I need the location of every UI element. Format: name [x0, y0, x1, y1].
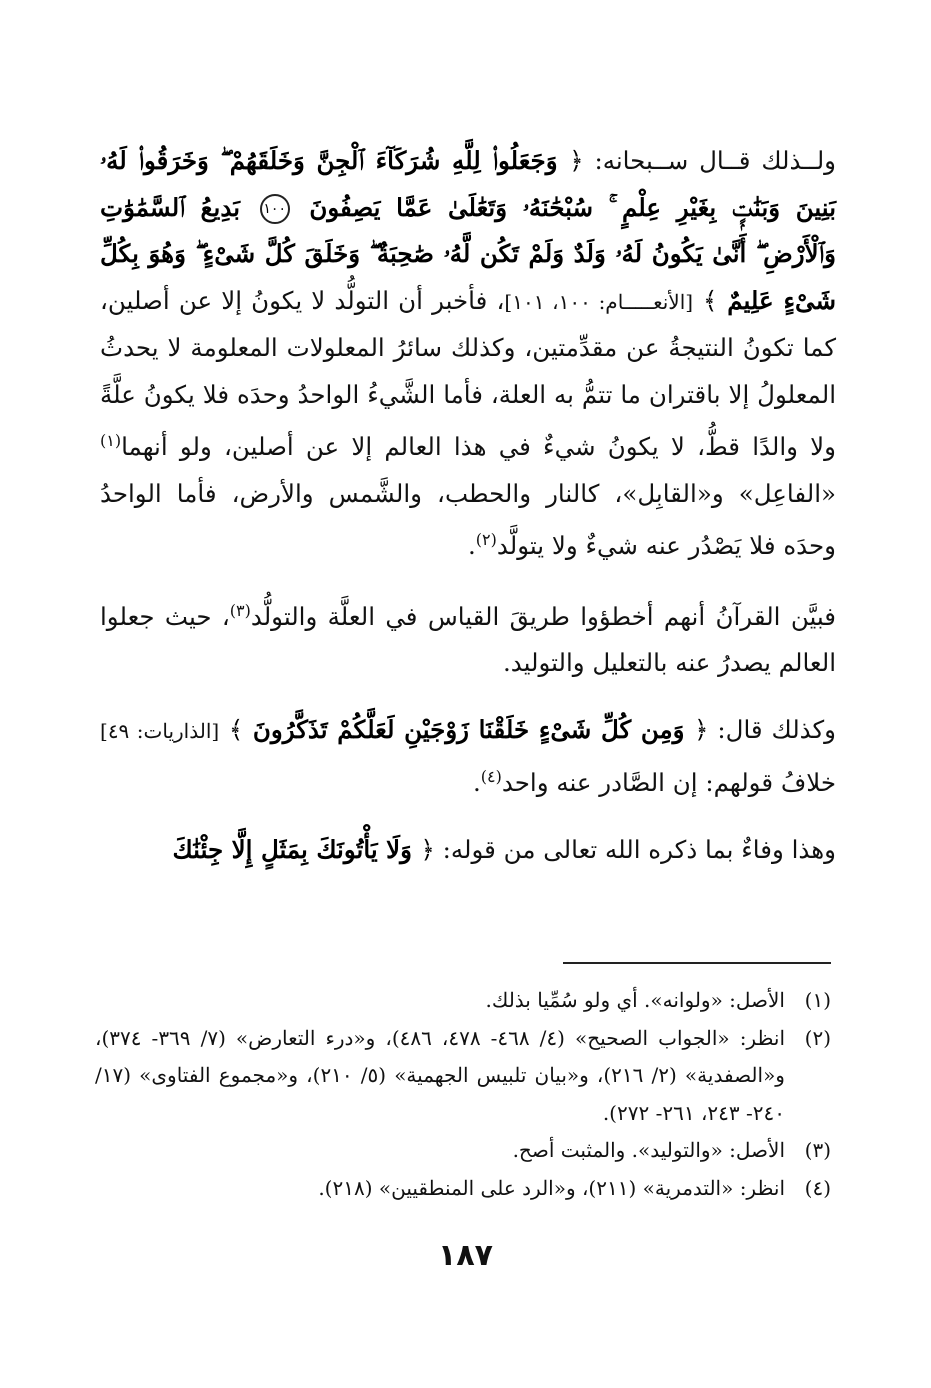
- footnote-separator: [563, 962, 831, 964]
- quran-verse-100: وَجَعَلُوا۟ لِلَّهِ شُرَكَآءَ ٱلْجِنَّ وَخَلَقَهُمْ ۖ وَخَرَقُوا۟ لَهُۥ بَنِينَ وَبَنَٰتٍۭ بِغَيْرِ عِلْمٍ ۚ سُبْحَٰنَهُۥ وَتَعَٰلَىٰ عَمَّا يَصِفُونَ: [100, 146, 837, 222]
- paragraph-3-intro: وكذلك قال:: [717, 714, 837, 744]
- quran-quote-dhariyat: [219, 715, 708, 744]
- footnote-number: (٢): [804, 1025, 831, 1050]
- paragraph-3-end: .: [473, 768, 481, 798]
- quran-quote-furqan: [173, 835, 435, 864]
- surah-reference: [الذاريات: ٤٩]: [100, 718, 220, 743]
- ornate-open-brace: ﴿: [420, 835, 435, 865]
- footnotes: [95, 982, 831, 1207]
- main-text: [100, 138, 836, 896]
- footnote-number: (١): [804, 988, 831, 1012]
- ornate-open-brace: ﴿: [694, 714, 709, 744]
- footnote-ref-2: (٢): [475, 530, 497, 550]
- paragraph-4-intro: وهذا وفاءٌ بما ذكره الله تعالى من قوله:: [442, 835, 836, 865]
- paragraph-3-text: خلافُ قولهم: إن الصَّادر عنه واحد: [501, 768, 836, 798]
- footnote-ref-4: (٤): [480, 767, 502, 787]
- surah-reference: [الأنعـــــام: ١٠٠، ١٠١]: [504, 289, 694, 314]
- paragraph-4: [100, 827, 836, 874]
- footnote-item: [95, 982, 831, 1020]
- page-number: ١٨٧: [438, 1238, 493, 1273]
- ornate-open-brace: ﴿: [569, 146, 584, 175]
- paragraph-1-end: .: [468, 531, 476, 561]
- footnote-text: انظر: «الجواب الصحيح» (٤/ ٤٦٨- ٤٧٨، ٤٨٦)، و«درء التعارض» (٧/ ٣٦٩- ٣٧٤)، و«الصفدية» (٢/ ٢١٦)، و«بيان تلبيس الجهمية» (٥/ ٢١٠)، و«مجموع الفتاوى» (١٧/ ٢٤٠- ٢٤٣، ٢٦١- ٢٧٢).: [95, 1025, 785, 1125]
- footnote-number: (٣): [804, 1138, 831, 1162]
- ornate-close-brace: ﴾: [702, 285, 718, 315]
- footnote-text: الأصل: «ولوانه». أي ولو سُمِّيا بذلك.: [485, 988, 785, 1012]
- paragraph-1-text-2: «الفاعِل» و«القابِل»، كالنار والحطب، والشَّمس والأرض، فأما الواحدُ وحدَه فلا يَصْدُر عنه شيءٌ ولا يتولَّد: [100, 478, 836, 561]
- footnote-number: (٤): [804, 1175, 831, 1200]
- quran-verse-101: بَدِيعُ ٱلسَّمَٰوَٰتِ وَٱلْأَرْضِ ۖ أَنَّىٰ يَكُونُ لَهُۥ وَلَدٌ وَلَمْ تَكُن لَّهُۥ صَٰحِبَةٌ ۖ وَخَلَقَ كُلَّ شَىْءٍ ۖ وَهُوَ بِكُلِّ شَىْءٍ عَلِيمٌ: [100, 192, 836, 315]
- paragraph-1: [100, 138, 836, 570]
- paragraph-1-text: ، فأخبر أن التولُّد لا يكونُ إلا عن أصلين، كما تكونُ النتيجةُ عن مقدِّمتين، وكذلك سائرُ المعلولات المعلومة لا يحدثُ المعلولُ إلا باقتران ما تتمُّ به العلة، فأما الشَّيءُ الواحدُ وحدَه فلا يكونُ علَّةً ولا والدًا قطُّ، لا يكونُ شيءٌ في هذا العالم إلا عن أصلين، ولو أنهما: [100, 285, 836, 462]
- paragraph-1-intro: ولــذلك قــال ســبحانه:: [594, 146, 836, 175]
- footnote-ref-1: (١): [100, 431, 122, 450]
- quran-verse-49: وَمِن كُلِّ شَىْءٍ خَلَقْنَا زَوْجَيْنِ لَعَلَّكُمْ تَذَكَّرُونَ: [252, 714, 685, 744]
- ayah-number-marker: ١٠٠: [260, 194, 290, 224]
- footnote-item: [95, 1020, 831, 1133]
- paragraph-2-text: فبيَّن القرآنُ أنهم أخطؤوا طريقَ القياس في العلَّة والتولُّد: [250, 601, 836, 631]
- footnote-text: انظر: «التدمرية» (٢١١)، و«الرد على المنطقيين» (٢١٨).: [318, 1175, 785, 1200]
- paragraph-3: [100, 707, 836, 807]
- footnote-item: [95, 1132, 831, 1170]
- footnote-ref-3: (٣): [229, 600, 251, 620]
- ornate-close-brace: ﴾: [228, 714, 244, 744]
- paragraph-2-text-2: ، حيث جعلوا العالم يصدرُ عنه بالتعليل والتوليد.: [100, 601, 836, 678]
- paragraph-2: [100, 588, 836, 687]
- footnote-item: [95, 1170, 831, 1208]
- footnote-text: الأصل: «والتوليد». والمثبت أصح.: [512, 1138, 785, 1162]
- quran-verse-33: وَلَا يَأْتُونَكَ بِمَثَلٍ إِلَّا جِئْنَٰكَ: [172, 835, 412, 865]
